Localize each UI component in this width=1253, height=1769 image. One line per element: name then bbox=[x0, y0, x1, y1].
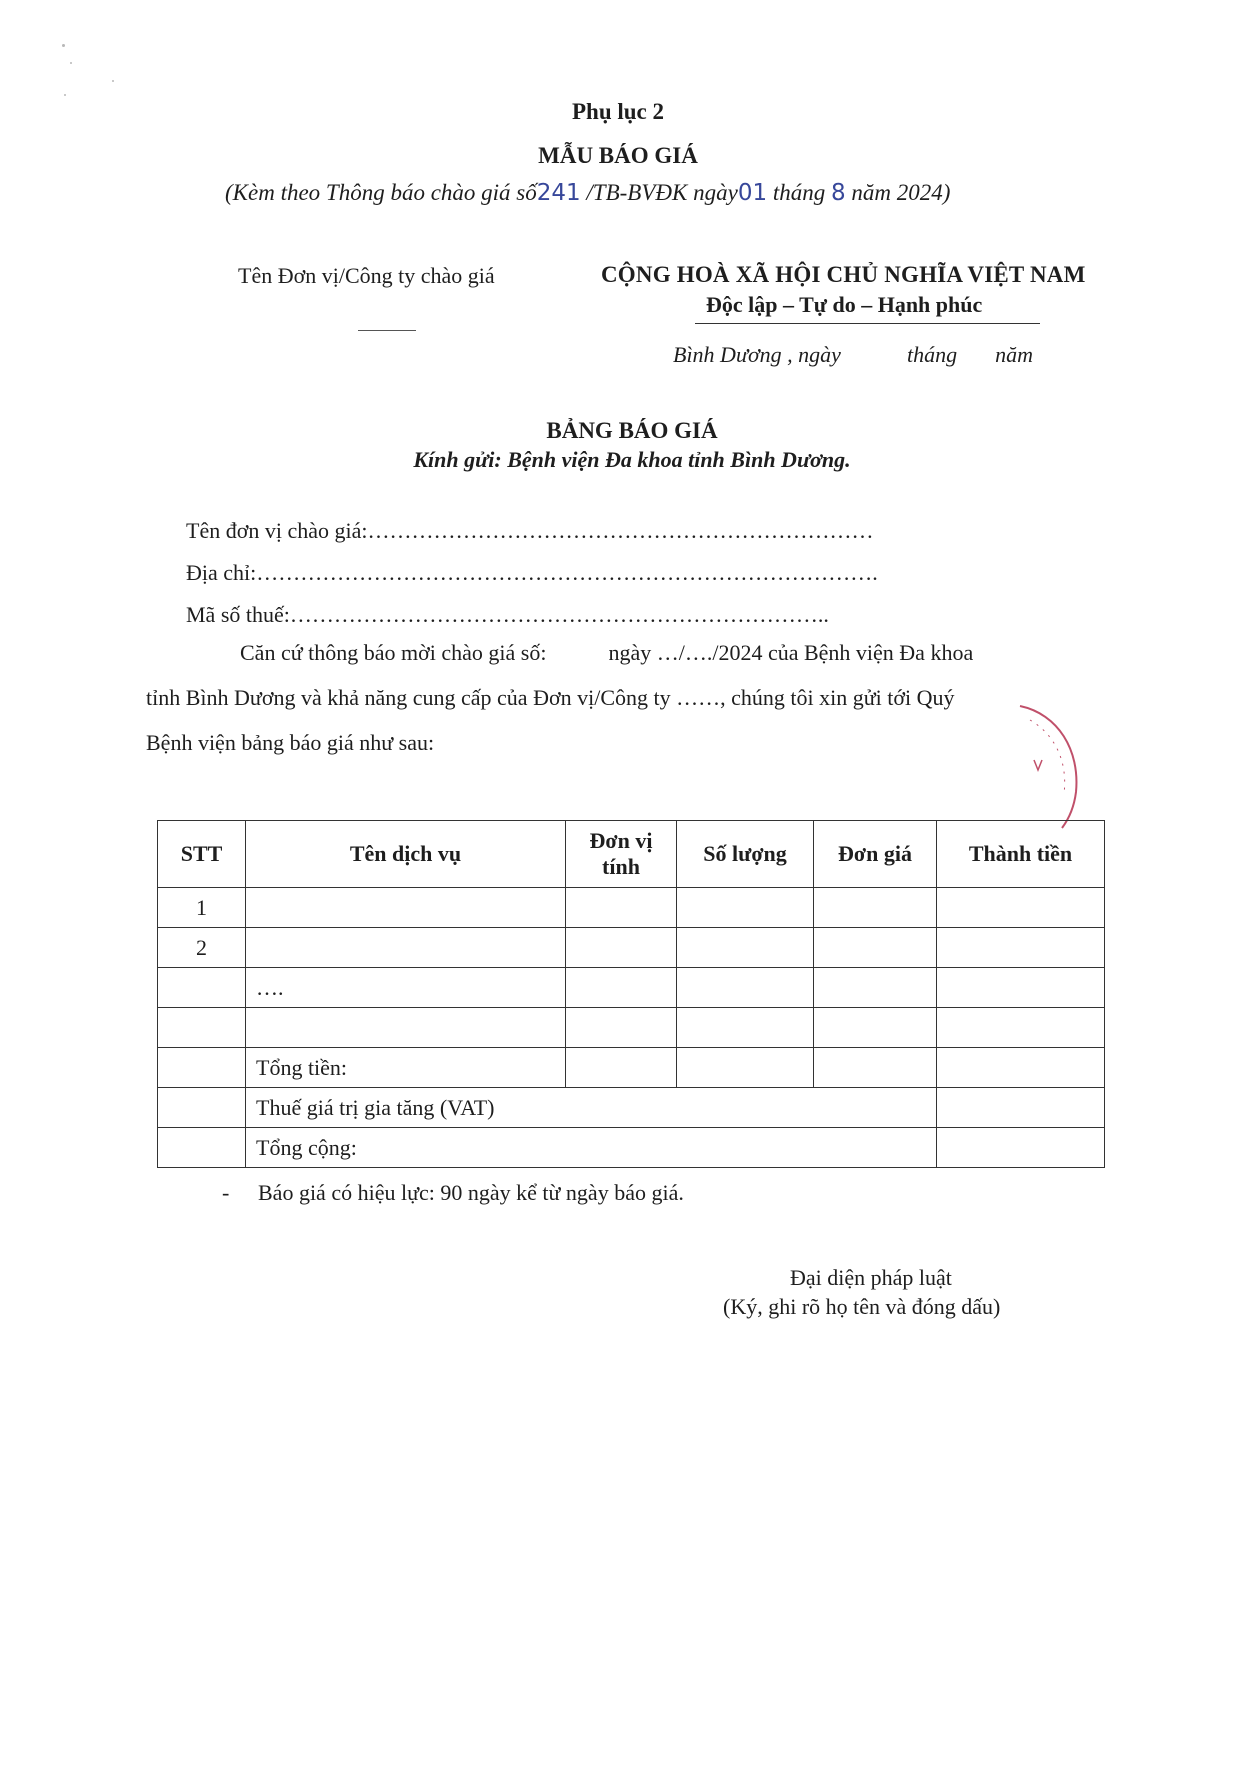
subtotal-label: Tổng tiền: bbox=[246, 1048, 566, 1088]
date-month-label: tháng bbox=[906, 342, 958, 367]
row-qty-cell bbox=[677, 1008, 814, 1048]
nation-name: CỘNG HOÀ XÃ HỘI CHỦ NGHĨA VIỆT NAM bbox=[601, 262, 1086, 287]
scan-speck bbox=[70, 62, 72, 64]
total-label: Tổng cộng: bbox=[246, 1128, 937, 1168]
row-service-cell bbox=[246, 1008, 566, 1048]
row-amount-cell bbox=[937, 968, 1105, 1008]
row-unit-cell bbox=[566, 968, 677, 1008]
row-unit-cell bbox=[566, 1048, 677, 1088]
company-label: Tên Đơn vị/Công ty chào giá bbox=[238, 263, 495, 288]
basis-paragraph-line-1 bbox=[240, 640, 973, 666]
row-stt bbox=[158, 1088, 246, 1128]
scan-speck bbox=[62, 44, 65, 47]
handwritten-doc-month: 8 bbox=[831, 180, 846, 206]
row-stt bbox=[158, 968, 246, 1008]
row-price-cell bbox=[814, 1048, 937, 1088]
row-price-cell bbox=[814, 888, 937, 928]
header-stt: STT bbox=[158, 821, 246, 888]
quote-title: BẢNG BÁO GIÁ bbox=[546, 418, 718, 443]
total-amount-cell bbox=[937, 1128, 1105, 1168]
header-service: Tên dịch vụ bbox=[246, 821, 566, 888]
tax-code-field: Mã số thuế:……………………………………………………………….. bbox=[186, 602, 829, 627]
attach-month-label: tháng bbox=[767, 180, 831, 205]
subtotal-row bbox=[158, 1048, 1105, 1088]
header-unit-line-1: Đơn vị bbox=[589, 828, 653, 853]
row-stt: 2 bbox=[158, 928, 246, 968]
vat-label: Thuế giá trị gia tăng (VAT) bbox=[246, 1088, 937, 1128]
row-price-cell bbox=[814, 968, 937, 1008]
table-row bbox=[158, 928, 1105, 968]
row-price-cell bbox=[814, 1008, 937, 1048]
header-amount: Thành tiền bbox=[937, 821, 1105, 888]
row-stt: 1 bbox=[158, 888, 246, 928]
scan-speck bbox=[112, 80, 114, 82]
row-stt bbox=[158, 1008, 246, 1048]
row-qty-cell bbox=[677, 1048, 814, 1088]
header-unit-price: Đơn giá bbox=[814, 821, 937, 888]
header-unit bbox=[566, 821, 677, 888]
basis-paragraph-line-2: tỉnh Bình Dương và khả năng cung cấp của Đơn vị/Công ty ……, chúng tôi xin gửi tới Quý bbox=[146, 685, 955, 710]
attach-prefix: (Kèm theo Thông báo chào giá số bbox=[225, 180, 537, 205]
row-qty-cell bbox=[677, 928, 814, 968]
basis-notice-date: ngày …/…./2024 của Bệnh viện Đa khoa bbox=[608, 640, 974, 665]
handwritten-doc-number: 241 bbox=[536, 180, 581, 206]
table-row bbox=[158, 888, 1105, 928]
row-price-cell bbox=[814, 928, 937, 968]
row-amount-cell bbox=[937, 928, 1105, 968]
motto-underline bbox=[695, 323, 1040, 324]
signature-title: Đại diện pháp luật bbox=[790, 1265, 952, 1290]
subtotal-amount-cell bbox=[937, 1048, 1105, 1088]
scan-speck bbox=[64, 94, 66, 96]
row-qty-cell bbox=[677, 888, 814, 928]
validity-text: Báo giá có hiệu lực: 90 ngày kể từ ngày báo giá. bbox=[258, 1180, 684, 1205]
total-row bbox=[158, 1128, 1105, 1168]
table-row bbox=[158, 1008, 1105, 1048]
company-underline bbox=[358, 330, 416, 331]
row-stt bbox=[158, 1048, 246, 1088]
row-amount-cell bbox=[937, 1008, 1105, 1048]
address-field: Địa chỉ:…………………………………………………………………………. bbox=[186, 560, 878, 585]
table-header-row bbox=[158, 821, 1105, 888]
date-year-label: năm bbox=[995, 342, 1033, 367]
vat-row bbox=[158, 1088, 1105, 1128]
validity-note bbox=[222, 1180, 684, 1206]
table-row bbox=[158, 968, 1105, 1008]
row-unit-cell bbox=[566, 1008, 677, 1048]
header-unit-line-2: tính bbox=[602, 854, 640, 879]
row-qty-cell bbox=[677, 968, 814, 1008]
row-unit-cell bbox=[566, 928, 677, 968]
vat-amount-cell bbox=[937, 1088, 1105, 1128]
row-service-cell bbox=[246, 888, 566, 928]
basis-paragraph-line-3: Bệnh viện bảng báo giá như sau: bbox=[146, 730, 435, 755]
basis-notice-number: Căn cứ thông báo mời chào giá số: bbox=[240, 640, 547, 665]
quote-table bbox=[157, 820, 1105, 1168]
attach-suffix: năm 2024) bbox=[845, 180, 951, 205]
place-date-line bbox=[673, 342, 1033, 368]
row-service-cell bbox=[246, 928, 566, 968]
company-name-field: Tên đơn vị chào giá:…………………………………………………………… bbox=[186, 518, 874, 543]
row-service-ellipsis: …. bbox=[246, 968, 566, 1008]
recipient-line: Kính gửi: Bệnh viện Đa khoa tỉnh Bình Dương. bbox=[413, 447, 851, 472]
signature-note: (Ký, ghi rõ họ tên và đóng dấu) bbox=[723, 1294, 1001, 1319]
form-title: MẪU BÁO GIÁ bbox=[538, 143, 698, 168]
row-unit-cell bbox=[566, 888, 677, 928]
partial-stamp-seal bbox=[1018, 700, 1088, 830]
header-quantity: Số lượng bbox=[677, 821, 814, 888]
row-stt bbox=[158, 1128, 246, 1168]
place-day: Bình Dương , ngày bbox=[673, 342, 841, 367]
attachment-reference bbox=[225, 180, 950, 206]
handwritten-doc-day: 01 bbox=[737, 180, 768, 206]
attach-mid: /TB-BVĐK ngày bbox=[580, 180, 738, 205]
row-amount-cell bbox=[937, 888, 1105, 928]
appendix-title: Phụ lục 2 bbox=[571, 99, 665, 124]
bullet-dash: - bbox=[222, 1180, 230, 1205]
national-motto: Độc lập – Tự do – Hạnh phúc bbox=[706, 292, 983, 317]
